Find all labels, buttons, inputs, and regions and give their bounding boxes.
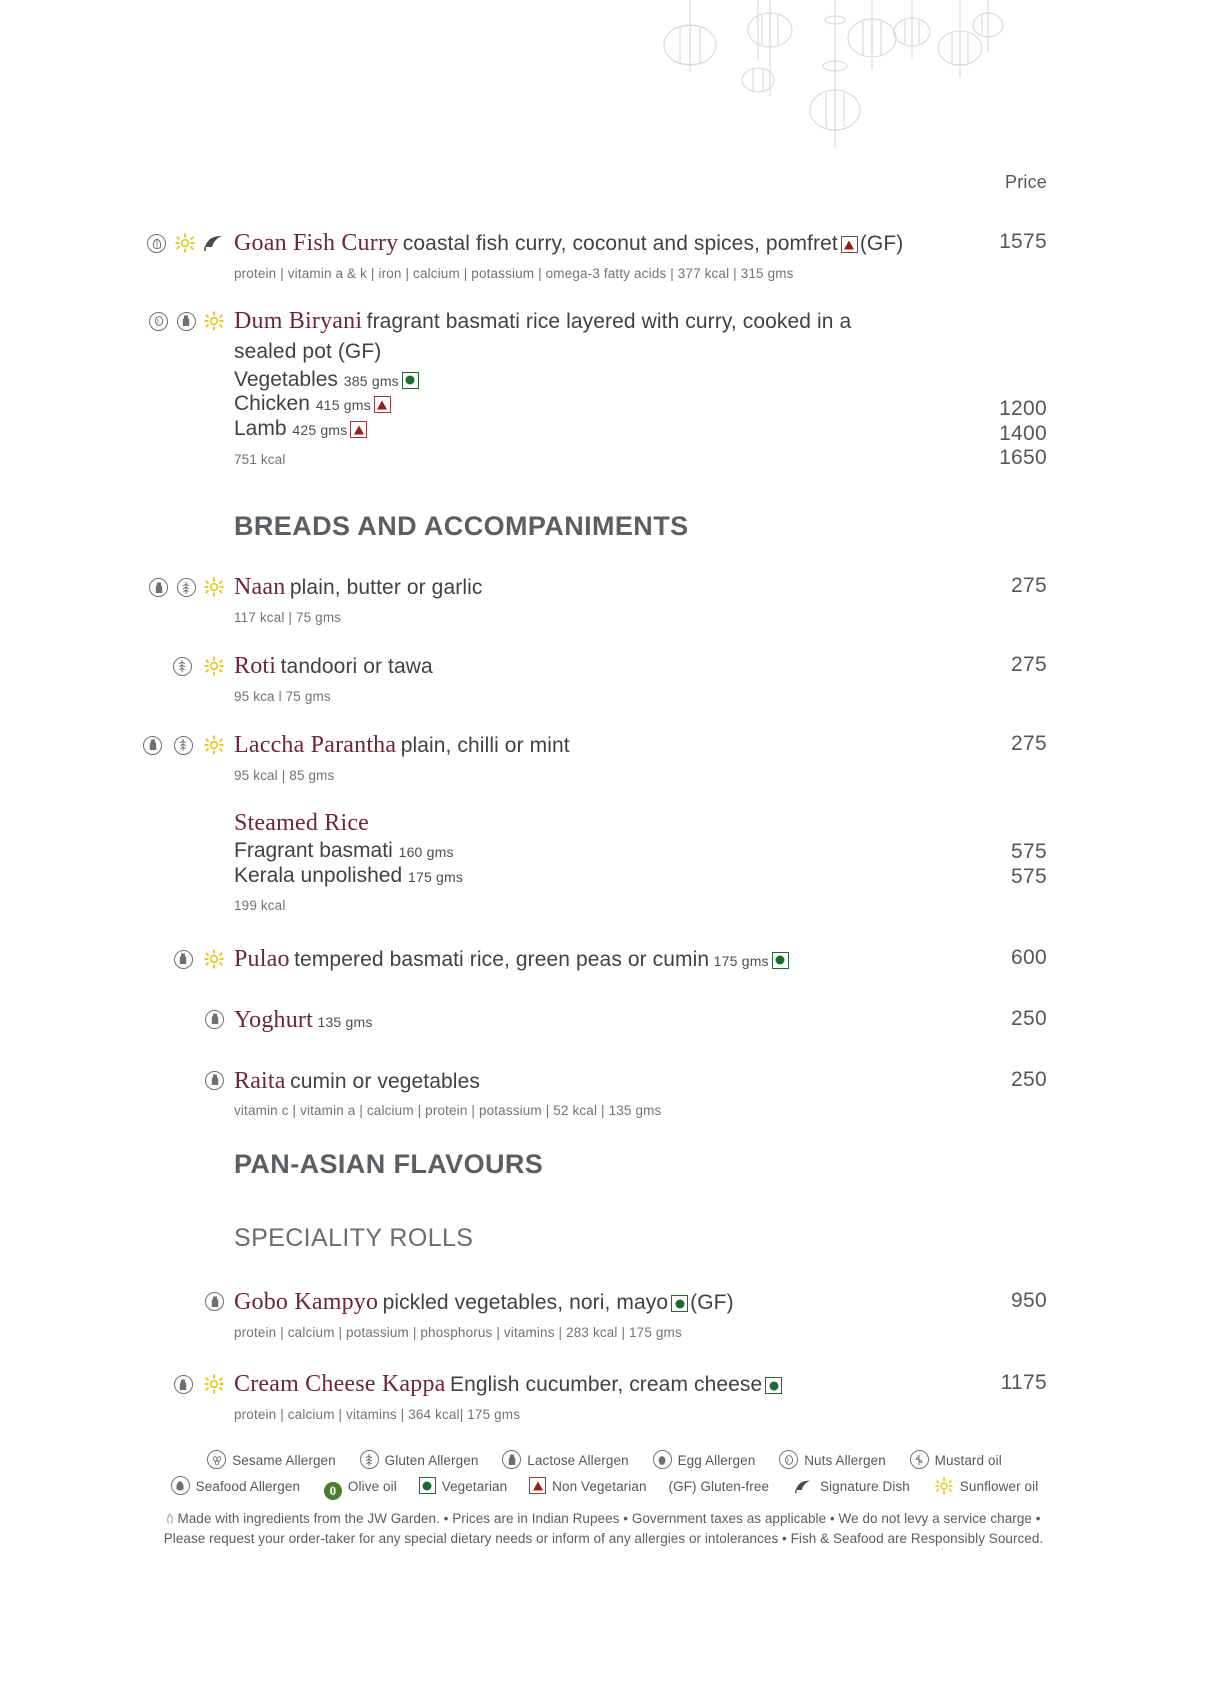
variant-weight: 175 gms <box>407 869 464 886</box>
menu-item-roti[interactable] <box>0 651 1047 707</box>
section-heading-pan-asian-flavours <box>0 1149 1047 1180</box>
item-body <box>234 809 937 915</box>
variant-weight: 385 gms <box>343 372 399 389</box>
lactose-allergen-icon <box>205 1292 224 1311</box>
legend-label: Gluten Allergen <box>384 1453 479 1468</box>
item-nutrition: protein | calcium | potassium | phosphorus | vitamins | 283 kcal | 175 gms <box>234 1325 682 1341</box>
item-price: 275 <box>1011 574 1047 598</box>
item-price-group <box>937 809 1047 890</box>
item-icons <box>0 1066 234 1090</box>
item-nutrition: 199 kcal <box>234 897 286 913</box>
item-body <box>234 1066 937 1122</box>
gluten-allergen-icon <box>174 736 193 755</box>
item-description: pickled vegetables, nori, mayo <box>382 1291 669 1315</box>
variant-label: Chicken <box>234 392 310 416</box>
variant-price: 575 <box>1011 865 1047 889</box>
item-description: coastal fish curry, coconut and spices, pomfret <box>402 232 838 255</box>
lactose-allergen-icon <box>143 736 162 755</box>
disclaimer-line-1: Made with ingredients from the JW Garden. • Prices are in Indian Rupees • Government taxes as applicable • We do not levy a service charge • <box>177 1511 1041 1526</box>
olive-oil-icon: 0 <box>324 1482 342 1500</box>
disclaimer <box>0 1509 1207 1549</box>
variant-row[interactable] <box>234 417 925 442</box>
item-price: 250 <box>1011 1067 1047 1091</box>
section-heading-breads-and-accompaniments <box>0 511 1047 542</box>
variant-row[interactable] <box>234 368 925 393</box>
gluten-allergen-icon <box>360 1450 379 1469</box>
legend-egg-allergen <box>651 1448 756 1474</box>
vegetarian-icon <box>402 372 419 389</box>
item-icons <box>0 730 234 755</box>
section-title: PAN-ASIAN FLAVOURS <box>234 1149 544 1180</box>
item-body <box>234 228 937 284</box>
sunflower-oil-icon <box>934 1477 954 1497</box>
item-price: 600 <box>1011 945 1047 969</box>
legend-gluten-allergen <box>358 1448 479 1474</box>
menu-content <box>0 228 1047 1447</box>
item-icons <box>0 809 234 814</box>
item-nutrition: 117 kcal | 75 gms <box>234 610 342 625</box>
legend-label: Nuts Allergen <box>804 1453 886 1468</box>
item-description: fragrant basmati rice layered with curry, cooked in a sealed pot (GF) <box>234 309 852 363</box>
item-body <box>234 944 937 976</box>
item-name: Steamed Rice <box>234 810 370 837</box>
item-body <box>234 730 937 786</box>
sunflower-oil-icon <box>204 735 224 755</box>
item-name: Dum Biryani <box>234 307 363 334</box>
signature-dish-icon <box>793 1478 814 1497</box>
item-name: Yoghurt <box>234 1006 313 1033</box>
egg-allergen-icon <box>653 1450 672 1469</box>
non-vegetarian-icon <box>350 421 367 438</box>
item-price-group <box>937 306 1047 471</box>
item-icons <box>0 1287 234 1311</box>
gluten-allergen-icon <box>177 578 196 597</box>
variant-price: 1200 <box>999 396 1047 420</box>
variant-row[interactable] <box>234 392 925 417</box>
menu-item-dum-biryani[interactable] <box>0 306 1047 471</box>
menu-item-pulao[interactable] <box>0 944 1047 976</box>
item-weight: 175 gms <box>713 952 769 969</box>
vegetarian-icon <box>765 1377 782 1394</box>
nuts-allergen-icon <box>779 1450 798 1469</box>
seafood-allergen-icon <box>171 1476 190 1495</box>
variant-row[interactable] <box>234 839 925 864</box>
item-price: 1575 <box>999 230 1047 253</box>
legend-label: Sunflower oil <box>959 1479 1039 1494</box>
menu-item-steamed-rice[interactable] <box>0 809 1047 915</box>
item-name: Naan <box>234 574 286 601</box>
item-icons <box>0 944 234 969</box>
menu-item-goan-fish-curry[interactable] <box>0 228 1047 284</box>
item-body <box>234 1287 937 1343</box>
legend-label: Seafood Allergen <box>195 1479 301 1494</box>
menu-item-laccha-parantha[interactable] <box>0 730 1047 786</box>
legend-seafood-allergen <box>169 1474 300 1500</box>
item-name: Laccha Parantha <box>234 731 397 758</box>
variant-price: 575 <box>1011 840 1047 864</box>
legend-nuts-allergen <box>777 1448 886 1474</box>
item-name: Raita <box>234 1067 286 1094</box>
item-name: Pulao <box>234 945 290 972</box>
item-description: plain, butter or garlic <box>289 576 483 600</box>
sunflower-oil-icon <box>204 949 224 969</box>
menu-item-yoghurt[interactable] <box>0 1005 1047 1037</box>
disclaimer-line-2: Please request your order-taker for any special dietary needs or inform of any allergies or intolerances • Fish & Seafood are Responsibly Sourced. <box>163 1531 1044 1546</box>
non-vegetarian-icon <box>841 236 858 253</box>
menu-item-naan[interactable] <box>0 572 1047 628</box>
legend-mustard-oil <box>908 1448 1002 1474</box>
lactose-allergen-icon <box>149 578 168 597</box>
item-name: Cream Cheese Kappa <box>234 1371 446 1398</box>
item-name: Goan Fish Curry <box>234 230 399 256</box>
menu-item-raita[interactable] <box>0 1066 1047 1122</box>
variant-label: Vegetables <box>234 367 338 391</box>
item-description: tempered basmati rice, green peas or cumin <box>294 947 710 971</box>
legend-row-2 <box>0 1474 1207 1500</box>
variant-weight: 425 gms <box>292 422 348 439</box>
item-price: 275 <box>1011 652 1047 676</box>
lactose-allergen-icon <box>502 1450 521 1469</box>
item-body <box>234 306 937 470</box>
vegetarian-icon <box>772 952 789 969</box>
sunflower-oil-icon <box>175 233 195 253</box>
item-name: Gobo Kampyo <box>234 1289 379 1316</box>
vegetarian-icon <box>419 1477 436 1494</box>
item-description: plain, chilli or mint <box>400 733 570 757</box>
item-nutrition: vitamin c | vitamin a | calcium | protein | potassium | 52 kcal | 135 gms <box>234 1103 662 1119</box>
legend-label: Egg Allergen <box>677 1453 756 1468</box>
section-title: BREADS AND ACCOMPANIMENTS <box>234 511 689 542</box>
item-nutrition: 95 kca l 75 gms <box>234 688 331 704</box>
signature-dish-icon <box>203 234 224 253</box>
legend-label: Mustard oil <box>934 1453 1002 1468</box>
sunflower-oil-icon <box>204 656 224 676</box>
item-icons <box>0 1005 234 1029</box>
lactose-allergen-icon <box>205 1071 224 1090</box>
lactose-allergen-icon <box>174 1375 193 1394</box>
item-price: 275 <box>1011 731 1047 755</box>
variant-weight: 160 gms <box>398 844 454 861</box>
variant-price: 1400 <box>999 421 1047 445</box>
disclaimer-line-1-wrap <box>0 1509 1207 1529</box>
item-nutrition: protein | vitamin a & k | iron | calcium | potassium | omega-3 fatty acids | 377 kcal | 315 gms <box>234 265 794 281</box>
item-icons <box>0 306 234 331</box>
legend-vegetarian <box>419 1474 508 1500</box>
legend-signature-dish <box>791 1474 910 1500</box>
sunflower-oil-icon <box>204 311 224 331</box>
item-gluten-free-tag: (GF) <box>690 1291 734 1315</box>
legend-row-1 <box>0 1448 1207 1474</box>
item-icons <box>0 572 234 597</box>
legend-label: Vegetarian <box>441 1479 508 1494</box>
gluten-allergen-icon <box>173 657 192 676</box>
item-icons <box>0 228 234 253</box>
legend-label: (GF) Gluten-free <box>668 1479 770 1494</box>
legend-label: Olive oil <box>347 1479 397 1494</box>
legend-sunflower-oil <box>932 1474 1039 1500</box>
item-nutrition: 95 kcal | 85 gms <box>234 767 335 783</box>
variant-row[interactable] <box>234 864 925 889</box>
item-icons <box>0 1369 234 1394</box>
item-description: tandoori or tawa <box>280 654 433 678</box>
subsection-title: SPECIALITY ROLLS <box>234 1224 474 1253</box>
legend-label: Non Vegetarian <box>552 1479 647 1494</box>
non-vegetarian-icon <box>529 1477 546 1494</box>
item-price: 250 <box>1011 1006 1047 1030</box>
item-body <box>234 1005 937 1037</box>
legend-gluten-free <box>668 1474 769 1500</box>
item-body <box>234 572 937 628</box>
variant-label: Fragrant basmati <box>234 839 393 863</box>
legend-non-vegetarian <box>529 1474 646 1500</box>
item-nutrition: protein | calcium | vitamins | 364 kcal| 175 gms <box>234 1407 521 1423</box>
price-column-header: Price <box>1004 172 1047 192</box>
legend-sesame-allergen <box>205 1448 336 1474</box>
lactose-allergen-icon <box>205 1010 224 1029</box>
sunflower-oil-icon <box>204 1374 224 1394</box>
variant-label: Kerala unpolished <box>234 864 403 888</box>
non-vegetarian-icon <box>374 396 391 413</box>
menu-item-cream-cheese-kappa[interactable] <box>0 1369 1047 1425</box>
legend <box>0 1448 1207 1500</box>
item-nutrition: 751 kcal <box>234 451 286 467</box>
sesame-allergen-icon <box>207 1450 226 1469</box>
sunflower-oil-icon <box>204 577 224 597</box>
jw-garden-leaf-icon <box>166 1511 175 1523</box>
lactose-allergen-icon <box>174 950 193 969</box>
item-description: English cucumber, cream cheese <box>449 1373 763 1397</box>
legend-lactose-allergen <box>500 1448 628 1474</box>
item-price: 950 <box>1011 1289 1047 1313</box>
item-price: 1175 <box>1000 1371 1047 1395</box>
item-body <box>234 1369 937 1425</box>
legend-label: Sesame Allergen <box>232 1453 336 1468</box>
variant-price: 1650 <box>999 446 1047 470</box>
lactose-allergen-icon <box>177 312 196 331</box>
subsection-heading-speciality-rolls <box>0 1224 1047 1253</box>
item-icons <box>0 651 234 676</box>
item-description: cumin or vegetables <box>290 1069 480 1093</box>
legend-label: Lactose Allergen <box>527 1453 629 1468</box>
item-weight: 135 gms <box>317 1013 373 1030</box>
legend-olive-oil <box>322 1474 397 1500</box>
variant-label: Lamb <box>234 417 287 441</box>
item-name: Roti <box>234 652 277 679</box>
vegetarian-icon <box>671 1295 688 1312</box>
item-body <box>234 651 937 707</box>
mustard-oil-icon <box>910 1450 929 1469</box>
seafood-allergen-icon <box>147 234 166 253</box>
nuts-allergen-icon <box>149 312 168 331</box>
menu-item-gobo-kampyo[interactable] <box>0 1287 1047 1343</box>
item-gluten-free-tag: (GF) <box>859 232 904 255</box>
variant-weight: 415 gms <box>315 397 371 414</box>
legend-label: Signature Dish <box>819 1479 910 1494</box>
